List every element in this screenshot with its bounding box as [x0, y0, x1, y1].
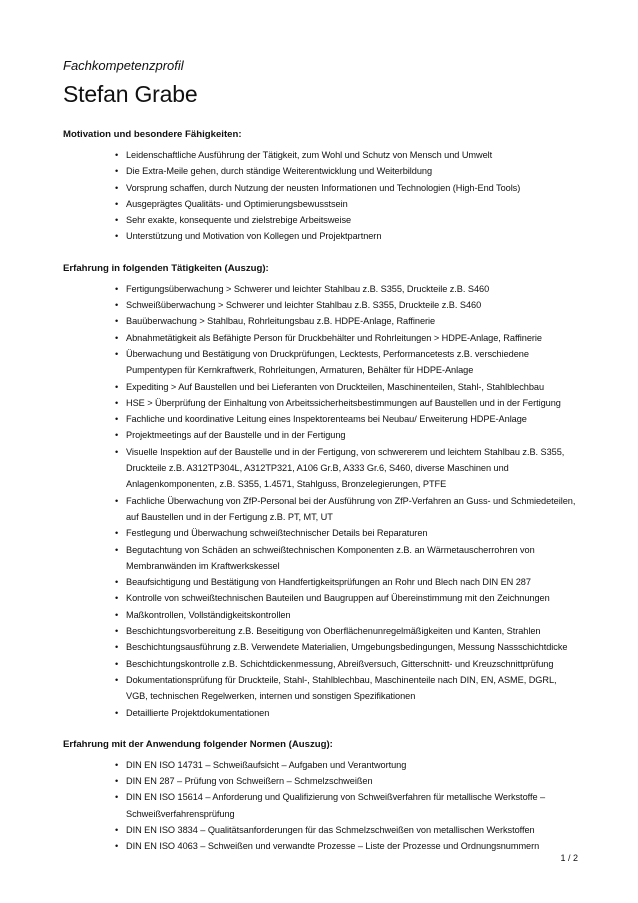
list-item [115, 672, 580, 705]
list-item [115, 574, 580, 590]
bullet-icon: • [115, 215, 119, 226]
bullet-icon: • [115, 642, 119, 653]
list-item [115, 444, 580, 493]
list-item [115, 281, 580, 297]
section-heading: Erfahrung mit der Anwendung folgender Normen (Auszug): [63, 738, 333, 750]
list-item-text: Fachliche Überwachung von ZfP-Personal bei der Ausführung von ZfP-Verfahren an Guss- und Schmiedeteilen, auf Baustellen und in der Fertigung z.B. PT, MT, UT [126, 495, 576, 522]
list-item [115, 607, 580, 623]
list-item [115, 212, 580, 228]
bullet-icon: • [115, 300, 119, 311]
section-heading: Motivation und besondere Fähigkeiten: [63, 129, 242, 140]
list-item [115, 525, 580, 541]
list-item [115, 590, 580, 606]
bullet-icon: • [115, 348, 119, 359]
list-item-text: Unterstützung und Motivation von Kollegen und Projektpartnern [126, 231, 382, 242]
list-item-text: Kontrolle von schweißtechnischen Bauteilen und Baugruppen auf Übereinstimmung mit den Zeichnungen [126, 593, 550, 604]
list-item [115, 757, 580, 773]
list-item-text: Beaufsichtigung und Bestätigung von Handfertigkeitsprüfungen an Rohr und Blech nach DIN EN 287 [126, 577, 531, 588]
list-item [115, 346, 580, 379]
list-item-text: Begutachtung von Schäden an schweißtechnischen Komponenten z.B. an Wärmetauscherrohren von Membranwänden im Kraftwerkskessel [126, 544, 535, 571]
list-item [115, 196, 580, 212]
section-experience [63, 262, 580, 721]
list-item [115, 705, 580, 721]
list-item-text: Fachliche und koordinative Leitung eines Inspektorenteams bei Neubau/ Erweiterung HDPE-Anlage [126, 414, 527, 425]
list-item-text: Die Extra-Meile gehen, durch ständige Weiterentwicklung und Weiterbildung [126, 166, 433, 177]
motivation-list [63, 147, 580, 245]
bullet-icon: • [115, 283, 119, 294]
list-item [115, 493, 580, 526]
list-item-text: Sehr exakte, konsequente und zielstrebige Arbeitsweise [126, 215, 352, 226]
list-item [115, 542, 580, 575]
list-item-text: Abnahmetätigkeit als Befähigte Person für Druckbehälter und Rohrleitungen > HDPE-Anlage, Raffinerie [126, 332, 542, 343]
list-item-text: DIN EN ISO 15614 – Anforderung und Qualifizierung von Schweißverfahren für metallische Werkstoffe – Schweißverfahrensprüfung [126, 792, 546, 819]
bullet-icon: • [115, 231, 119, 242]
list-item [115, 313, 580, 329]
list-item-text: Bauüberwachung > Stahlbau, Rohrleitungsbau z.B. HDPE-Anlage, Raffinerie [126, 316, 436, 327]
list-item-text: DIN EN ISO 14731 – Schweißaufsicht – Aufgaben und Verantwortung [126, 759, 407, 770]
document-subtitle: Fachkompetenzprofil [63, 58, 184, 73]
bullet-icon: • [115, 593, 119, 604]
bullet-icon: • [115, 414, 119, 425]
bullet-icon: • [115, 776, 119, 787]
list-item-text: Vorsprung schaffen, durch Nutzung der neusten Informationen und Technologien (High-End Tools) [126, 182, 521, 193]
list-item-text: Dokumentationsprüfung für Druckteile, Stahl-, Stahlblechbau, Maschinenteile nach DIN, EN, ASME, DGRL, VGB, technischen Regelwerken, internen und sonstigen Spezifikationen [126, 674, 557, 702]
list-item [115, 623, 580, 639]
list-item-text: Maßkontrollen, Vollständigkeitskontrollen [126, 609, 291, 620]
bullet-icon: • [115, 674, 119, 685]
list-item [115, 427, 580, 443]
bullet-icon: • [115, 430, 119, 441]
list-item-text: Visuelle Inspektion auf der Baustelle und in der Fertigung, von schwererem und leichtem Stahlbau z.B. S355, Druckteile z.B. A312TP304L, A312TP321, A106 Gr.B, A333 Gr.6, S460, diverse Maschinen und Anlagenkomponenten, z.B. S355, 1.4571, Stahlguss, Bronzelegierungen, PTFE [126, 446, 565, 490]
list-item [115, 639, 580, 655]
section-motivation [63, 128, 580, 245]
bullet-icon: • [115, 166, 119, 177]
list-item-text: Leidenschaftliche Ausführung der Tätigkeit, zum Wohl und Schutz von Mensch und Umwelt [126, 150, 493, 160]
list-item [115, 297, 580, 313]
person-name: Stefan Grabe [63, 81, 198, 107]
bullet-icon: • [115, 316, 119, 327]
list-item-text: Ausgeprägtes Qualitäts- und Optimierungsbewusstsein [126, 198, 348, 209]
page-number: 1 / 2 [560, 853, 578, 863]
list-item [115, 180, 580, 196]
list-item-text: Projektmeetings auf der Baustelle und in der Fertigung [126, 430, 346, 441]
bullet-icon: • [115, 609, 119, 620]
list-item [115, 395, 580, 411]
bullet-icon: • [115, 759, 119, 770]
bullet-icon: • [115, 841, 119, 852]
list-item-text: Beschichtungsvorbereitung z.B. Beseitigung von Oberflächenunregelmäßigkeiten und Kanten, Strahlen [126, 626, 541, 637]
bullet-icon: • [115, 198, 119, 209]
bullet-icon: • [115, 626, 119, 637]
bullet-icon: • [115, 150, 119, 160]
list-item [115, 147, 580, 163]
list-item-text: DIN EN ISO 4063 – Schweißen und verwandte Prozesse – Liste der Prozesse und Ordnungsnummern [126, 841, 540, 852]
bullet-icon: • [115, 182, 119, 193]
bullet-icon: • [115, 792, 119, 803]
list-item [115, 789, 580, 822]
list-item [115, 773, 580, 789]
experience-list [63, 281, 580, 721]
list-item [115, 163, 580, 179]
list-item-text: Detaillierte Projektdokumentationen [126, 707, 270, 718]
bullet-icon: • [115, 824, 119, 835]
list-item [115, 656, 580, 672]
list-item-text: DIN EN 287 – Prüfung von Schweißern – Schmelzschweißen [126, 776, 373, 787]
list-item-text: Beschichtungsausführung z.B. Verwendete Materialien, Umgebungsbedingungen, Messung Nassschichtdicke [126, 642, 568, 653]
list-item [115, 822, 580, 838]
list-item [115, 411, 580, 427]
list-item-text: Festlegung und Überwachung schweißtechnischer Details bei Reparaturen [126, 528, 428, 539]
list-item [115, 228, 580, 244]
bullet-icon: • [115, 381, 119, 392]
bullet-icon: • [115, 397, 119, 408]
section-heading: Erfahrung in folgenden Tätigkeiten (Auszug): [63, 262, 269, 274]
bullet-icon: • [115, 528, 119, 539]
list-item-text: Fertigungsüberwachung > Schwerer und leichter Stahlbau z.B. S355, Druckteile z.B. S460 [126, 283, 490, 294]
bullet-icon: • [115, 332, 119, 343]
section-norms [63, 738, 580, 855]
bullet-icon: • [115, 446, 119, 457]
norms-list [63, 757, 580, 855]
list-item-text: HSE > Überprüfung der Einhaltung von Arbeitssicherheitsbestimmungen auf Baustellen und in der Fertigung [126, 397, 561, 408]
bullet-icon: • [115, 495, 119, 506]
bullet-icon: • [115, 577, 119, 588]
list-item [115, 838, 580, 854]
list-item [115, 330, 580, 346]
list-item-text: Überwachung und Bestätigung von Druckprüfungen, Lecktests, Performancetests z.B. verschiedene Pumpentypen für Kernkraftwerk, Rohrleitungen, Armaturen, Behälter für HDPE-Anlage [126, 348, 529, 376]
list-item [115, 379, 580, 395]
bullet-icon: • [115, 544, 119, 555]
list-item-text: Expediting > Auf Baustellen und bei Lieferanten von Druckteilen, Maschinenteilen, Stahl-, Stahlblechbau [126, 381, 545, 392]
list-item-text: Schweißüberwachung > Schwerer und leichter Stahlbau z.B. S355, Druckteile z.B. S460 [126, 300, 482, 311]
list-item-text: DIN EN ISO 3834 – Qualitätsanforderungen für das Schmelzschweißen von metallischen Werkstoffen [126, 824, 535, 835]
bullet-icon: • [115, 658, 119, 669]
list-item-text: Beschichtungskontrolle z.B. Schichtdickenmessung, Abreißversuch, Gitterschnitt- und Kreuzschnittprüfung [126, 658, 554, 669]
bullet-icon: • [115, 707, 119, 718]
